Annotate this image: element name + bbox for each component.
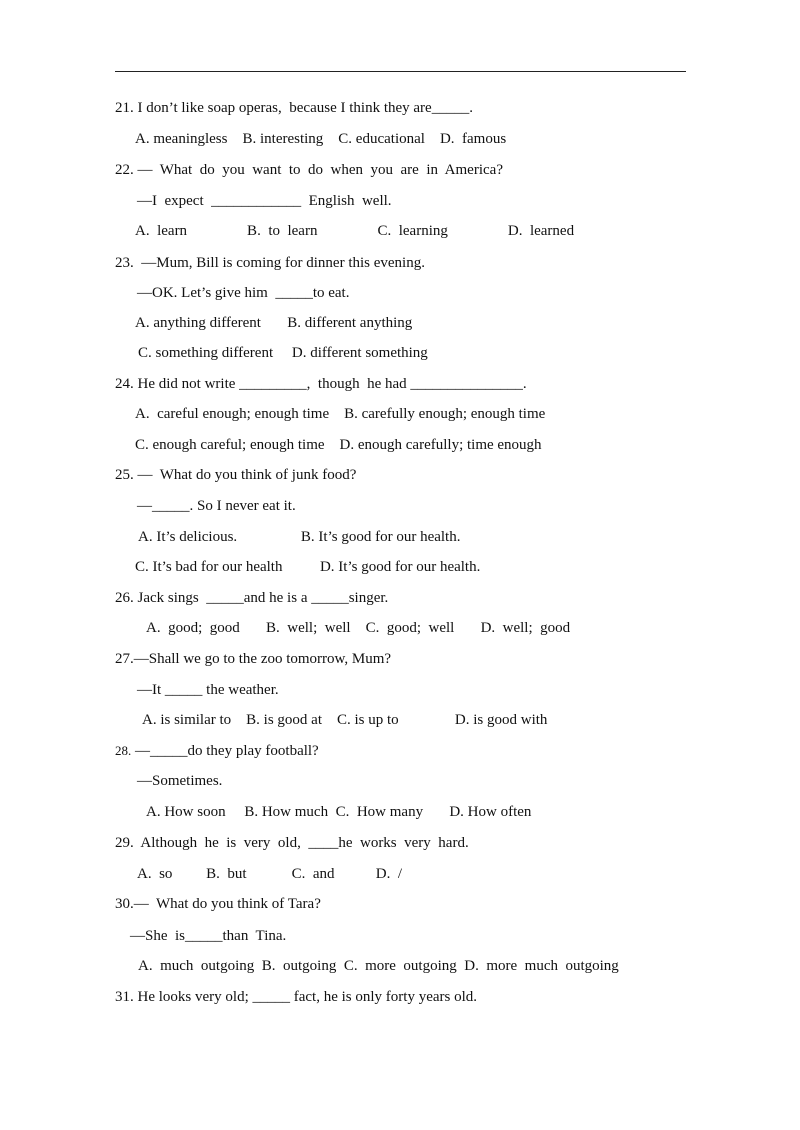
question-27-options: A. is similar to B. is good at C. is up to D. is good with (142, 712, 548, 728)
question-28-number: 28. (115, 743, 132, 758)
question-30-options: A. much outgoing B. outgoing C. more outgoing D. more much outgoing (138, 958, 619, 974)
question-28-text: —_____do they play football? (135, 743, 319, 759)
question-27-stem: 27.—Shall we go to the zoo tomorrow, Mum? (115, 651, 392, 667)
question-23-options-ab: A. anything different B. different anything (135, 315, 413, 331)
question-26-options: A. good; good B. well; well C. good; well D. well; good (146, 620, 571, 636)
question-25-options-cd: C. It’s bad for our health D. It’s good for our health. (135, 559, 481, 575)
question-23-options-cd: C. something different D. different something (138, 345, 428, 361)
question-24-options-cd: C. enough careful; enough time D. enough carefully; time enough (135, 437, 542, 453)
question-25-stem: 25. — What do you think of junk food? (115, 467, 357, 483)
question-29-stem: 29. Although he is very old, ____he works very hard. (115, 835, 469, 851)
question-22-response: —I expect ____________ English well. (137, 193, 392, 209)
question-31-stem: 31. He looks very old; _____ fact, he is only forty years old. (115, 989, 478, 1005)
header-rule (115, 71, 686, 72)
question-28-stem (115, 742, 319, 760)
question-23-response: —OK. Let’s give him _____to eat. (137, 285, 350, 301)
question-25-options-ab: A. It’s delicious. B. It’s good for our health. (138, 529, 461, 545)
question-30-stem: 30.— What do you think of Tara? (115, 896, 321, 912)
question-24-stem: 24. He did not write _________, though he had _______________. (115, 376, 527, 392)
question-23-stem: 23. —Mum, Bill is coming for dinner this evening. (115, 255, 425, 271)
question-21-stem: 21. I don’t like soap operas, because I think they are_____. (115, 100, 473, 116)
question-21-options: A. meaningless B. interesting C. educational D. famous (135, 131, 507, 147)
question-29-options: A. so B. but C. and D. / (137, 866, 403, 882)
question-30-response: —She is_____than Tina. (130, 928, 287, 944)
question-26-stem: 26. Jack sings _____and he is a _____singer. (115, 590, 389, 606)
question-22-options: A. learn B. to learn C. learning D. learned (135, 223, 575, 239)
question-25-response: —_____. So I never eat it. (137, 498, 296, 514)
question-24-options-ab: A. careful enough; enough time B. carefully enough; enough time (135, 406, 546, 422)
question-27-response: —It _____ the weather. (137, 682, 279, 698)
question-22-stem: 22. — What do you want to do when you are in America? (115, 162, 503, 178)
question-28-response: —Sometimes. (137, 773, 223, 789)
question-28-options: A. How soon B. How much C. How many D. How often (146, 804, 532, 820)
